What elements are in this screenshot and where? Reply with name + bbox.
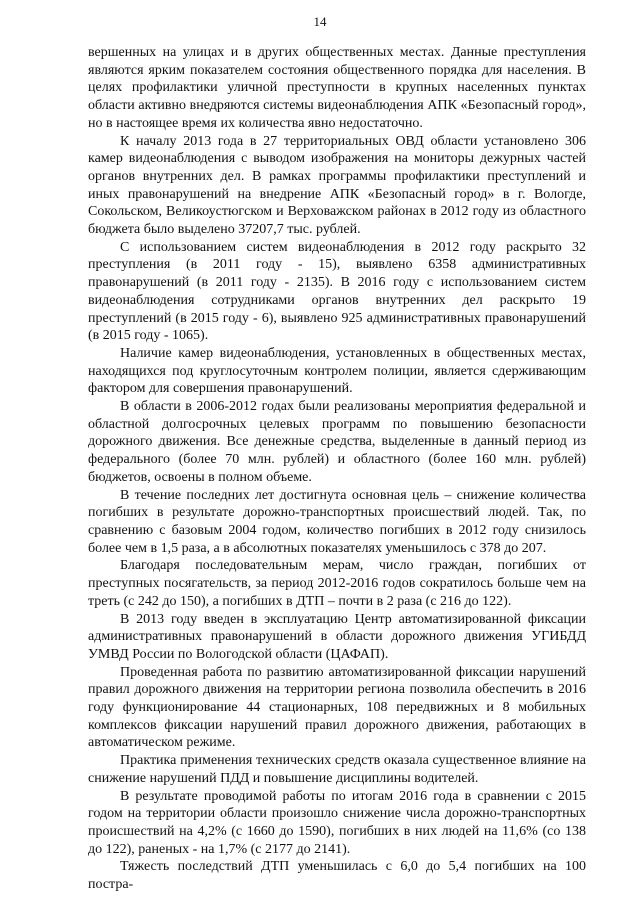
paragraph-9: Проведенная работа по развитию автоматизированной фиксации нарушений правил дорожного движения на территории региона позволила обеспечить в 2016 году функционирование 44 стационарных, 108 передвижных и 8 мобильных комплексов фиксации нарушений правил дорожного движения, работающих в автоматическом режиме. [88,664,586,751]
paragraph-7: Благодаря последовательным мерам, число граждан, погибших от преступных посягательств, за период 2012-2016 годов сократилось больше чем на треть (с 242 до 150), а погибших в ДТП – почти в 2 раза (с 216 до 122). [88,558,586,609]
page-number: 14 [313,14,327,29]
paragraph-4: Наличие камер видеонаблюдения, установленных в общественных местах, находящихся под круглосуточным контролем полиции, является сдерживающим фактором для совершения правонарушений. [88,345,586,397]
paragraph-12: Тяжесть последствий ДТП уменьшилась с 6,0 до 5,4 погибших на 100 постра- [88,859,586,893]
paragraph-11: В результате проводимой работы по итогам 2016 года в сравнении с 2015 годом на территории области произошло снижение числа дорожно-транспортных происшествий на 4,2% (с 1660 до 1590), погибших в них людей на 11,6% (со 138 до 122), раненых - на 1,7% (с 2177 до 2141). [88,788,586,857]
paragraph-1: вершенных на улицах и в других общественных местах. Данные преступления являются ярким показателем состояния общественного порядка для населения. В целях профилактики уличной преступности в крупных населенных пунктах области активно внедряются системы видеонаблюдения АПК «Безопасный город», но в настоящее время их количества явно недостаточно. [88,45,586,131]
paragraph-3: С использованием систем видеонаблюдения в 2012 году раскрыто 32 преступления (в 2011 году - 15), выявлено 6358 административных правонарушений (в 2011 году - 2135). В 2016 году с использованием систем видеонаблюдения сотрудниками органов внутренних дел раскрыто 19 преступлений (в 2015 году - 6), выявлено 925 административных правонарушений (в 2015 году - 1065). [88,239,586,344]
page-body [88,44,586,894]
paragraph-8: В 2013 году введен в эксплуатацию Центр автоматизированной фиксации административных правонарушений в области дорожного движения УГИБДД УМВД России по Вологодской области (ЦАФАП). [88,611,586,662]
paragraph-5: В области в 2006-2012 годах были реализованы мероприятия федеральной и областной долгосрочных целевых программ по повышению безопасности дорожного движения. Все денежные средства, выделенные в данный период из федерального (более 70 млн. рублей) и областного (более 160 млн. рублей) бюджетов, освоены в полном объеме. [88,399,586,485]
paragraph-6: В течение последних лет достигнута основная цель – снижение количества погибших в результате дорожно-транспортных происшествий людей. Так, по сравнению с базовым 2004 годом, количество погибших в 2012 году снизилось более чем в 1,5 раза, а в абсолютных показателях уменьшилось с 378 до 207. [88,487,586,556]
paragraph-10: Практика применения технических средств оказала существенное влияние на снижение нарушений ПДД и повышение дисциплины водителей. [88,753,586,786]
paragraph-2: К началу 2013 года в 27 территориальных ОВД области установлено 306 камер видеонаблюдения с выводом изображения на мониторы дежурных частей органов внутренних дел. В рамках программы профилактики преступлений и иных правонарушений на внедрение АПК «Безопасный город» в г. Вологде, Сокольском, Великоустюгском и Верховажском районах в 2012 году из областного бюджета было выделено 37207,7 тыс. рублей. [88,133,586,238]
